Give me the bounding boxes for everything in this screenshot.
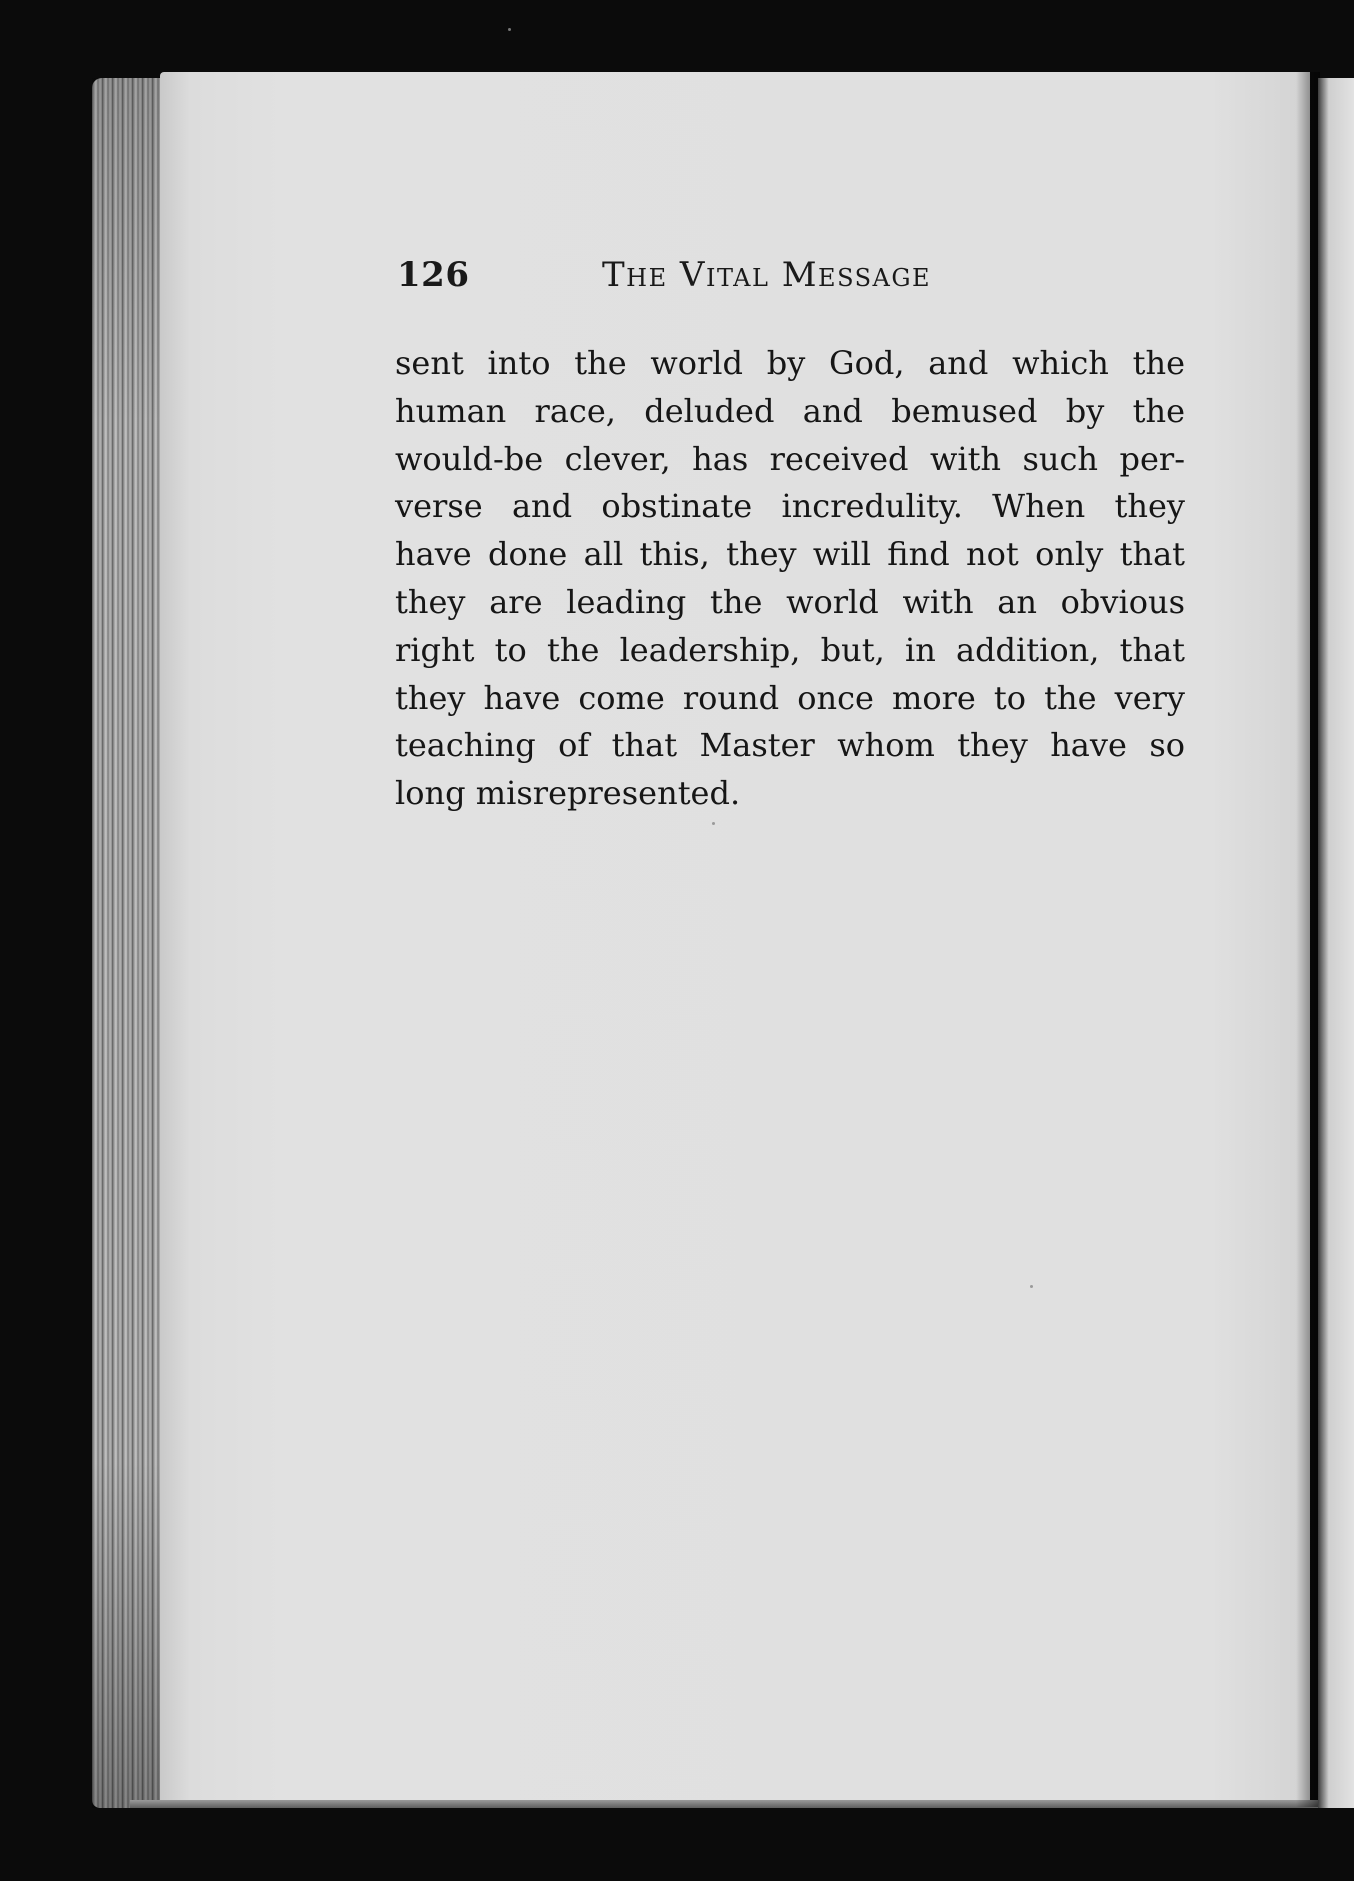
book-title: The Vital Message (602, 255, 932, 295)
page-number: 126 (397, 255, 470, 295)
text-line: they are leading the world with an obvious (395, 582, 1185, 621)
text-line: verse and obstinate incredulity. When they (395, 487, 1185, 526)
page-paper (160, 72, 1310, 1807)
text-line: they have come round once more to the very (395, 678, 1185, 717)
text-line: long misrepresented. (395, 774, 741, 813)
text-line: human race, deluded and bemused by the (395, 391, 1185, 430)
body-text (395, 340, 1185, 818)
running-head (397, 255, 1177, 303)
text-line: have done all this, they will find not only that (395, 535, 1185, 574)
page-bottom-edge (130, 1800, 1320, 1808)
text-line: sent into the world by God, and which the (395, 344, 1185, 382)
paper-speck (508, 28, 511, 31)
gutter-shadow (1296, 72, 1320, 1807)
facing-page-edge (1318, 78, 1354, 1808)
text-line: teaching of that Master whom they have so (395, 726, 1185, 765)
text-line: would-be clever, has received with such per- (395, 439, 1185, 478)
paper-speck (1030, 1285, 1033, 1288)
paper-speck (712, 822, 715, 825)
text-line: right to the leadership, but, in addition, that (395, 630, 1185, 669)
